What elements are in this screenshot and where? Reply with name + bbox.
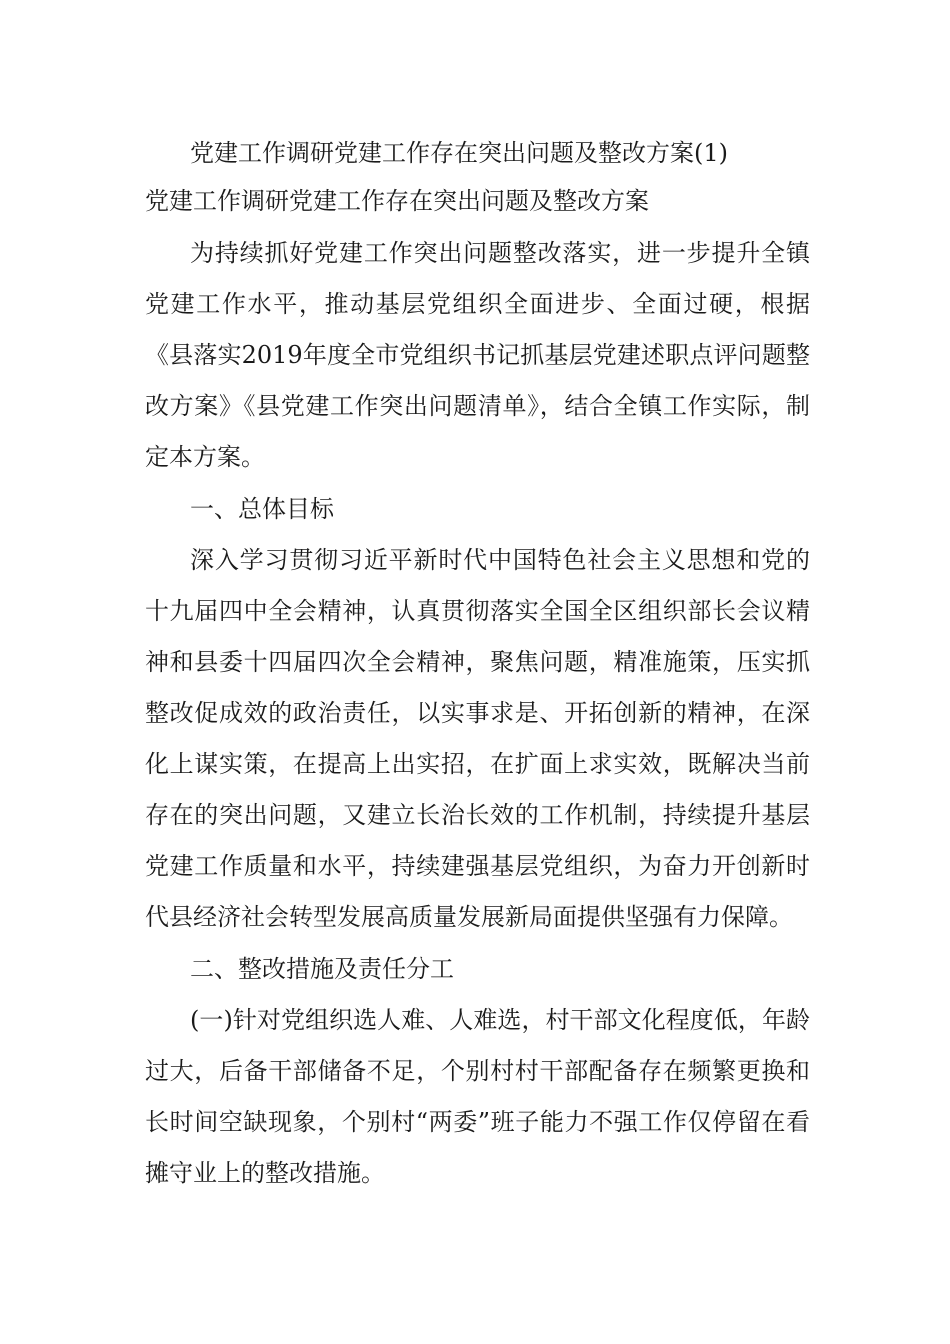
document-title: 党建工作调研党建工作存在突出问题及整改方案(1)	[190, 139, 728, 167]
document-subtitle: 党建工作调研党建工作存在突出问题及整改方案	[145, 187, 649, 215]
rectification-item-1-paragraph: (一)针对党组织选人难、人难选，村干部文化程度低，年龄过大，后备干部储备不足，个别村村干部配备存在频繁更换和长时间空缺现象，个别村“两委”班子能力不强工作仅停留在看摊守业上的整改措施。	[145, 1006, 810, 1187]
document-body	[145, 228, 810, 1200]
intro-paragraph: 为持续抓好党建工作突出问题整改落实，进一步提升全镇党建工作水平，推动基层党组织全面进步、全面过硬，根据《县落实2019年度全市党组织书记抓基层党建述职点评问题整改方案》《县党建工作突出问题清单》，结合全镇工作实际，制定本方案。	[145, 239, 810, 471]
section-heading-rectification-measures: 二、整改措施及责任分工	[190, 955, 454, 983]
section-heading-overall-goal: 一、总体目标	[190, 495, 334, 523]
overall-goal-paragraph: 深入学习贯彻习近平新时代中国特色社会主义思想和党的十九届四中全会精神，认真贯彻落实全国全区组织部长会议精神和县委十四届四次全会精神，聚焦问题，精准施策，压实抓整改促成效的政治责任，以实事求是、开拓创新的精神，在深化上谋实策，在提高上出实招，在扩面上求实效，既解决当前存在的突出问题，又建立长治长效的工作机制，持续提升基层党建工作质量和水平，持续建强基层党组织，为奋力开创新时代县经济社会转型发展高质量发展新局面提供坚强有力保障。	[145, 546, 810, 931]
